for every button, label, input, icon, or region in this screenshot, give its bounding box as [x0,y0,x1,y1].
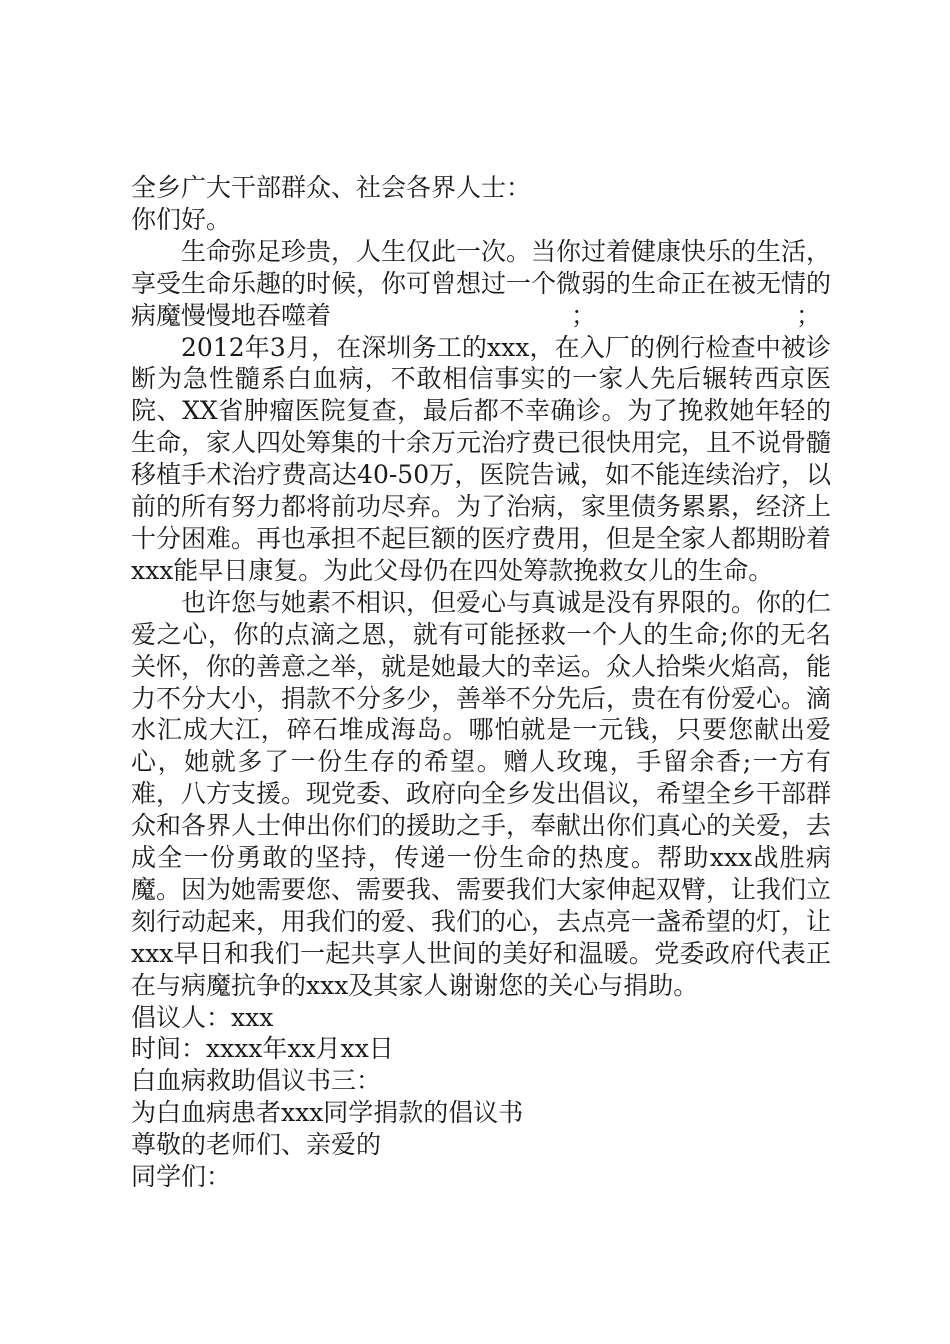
salutation: 全乡广大干部群众、社会各界人士： [131,173,532,202]
initiator: 倡议人：xxx [131,1002,274,1032]
address-line-2: 同学们： [131,1162,232,1192]
semicolon-a: ； [571,300,597,330]
subtitle: 为白血病患者xxx同学捐款的倡议书 [131,1098,524,1128]
paragraph-2: 2012年3月，在深圳务工的xxx，在入厂的例行检查中被诊断为急性髓系白血病，不敢相信事实的一家人先后辗转西京医院、XX省肿瘤医院复查，最后都不幸确诊。为了挽救她年轻的生命，家人四处筹集的十余万元治疗费已很快用完，且不说骨髓移植手术治疗费高达40-50万，医院告诫，如不能连续治疗，以前的所有努力都将前功尽弃。为了治病，家里债务累累，经济上十分困难。再也承担不起巨额的医疗费用，但是全家人都期盼着xxx能早日康复。为此父母仍在四处筹款挽救女儿的生命。 [131,332,832,585]
address-line-1: 尊敬的老师们、亲爱的 [131,1130,382,1160]
greeting: 你们好。 [131,204,232,234]
paragraph-1-text: 生命弥足珍贵，人生仅此一次。当你过着健康快乐的生活，享受生命乐趣的时候，你可曾想过一个微弱的生命正在被无情的病魔慢慢地吞噬着 [131,236,832,330]
section-title: 白血病救助倡议书三： [131,1066,382,1096]
paragraph-3: 也许您与她素不相识，但爱心与真诚是没有界限的。你的仁爱之心，你的点滴之恩，就有可能拯救一个人的生命;你的无名关怀，你的善意之举，就是她最大的幸运。众人拾柴火焰高，能力不分大小，捐款不分多少，善举不分先后，贵在有份爱心。滴水汇成大江，碎石堆成海岛。哪怕就是一元钱，只要您献出爱心，她就多了一份生存的希望。赠人玫瑰，手留余香;一方有难，八方支援。现党委、政府向全乡发出倡议，希望全乡干部群众和各界人士伸出你们的援助之手，奉献出你们真心的关爱，去成全一份勇敢的坚持，传递一份生命的热度。帮助xxx战胜病魔。因为她需要您、需要我、需要我们大家伸起双臂，让我们立刻行动起来，用我们的爱、我们的心，去点亮一盏希望的灯，让xxx早日和我们一起共享人世间的美好和温暖。党委政府代表正在与病魔抗争的xxx及其家人谢谢您的关心与捐助。 [131,587,832,1000]
semicolon-b: ； [795,300,821,330]
document-body [131,172,831,1193]
date-line: 时间：xxxx年xx月xx日 [131,1034,394,1064]
